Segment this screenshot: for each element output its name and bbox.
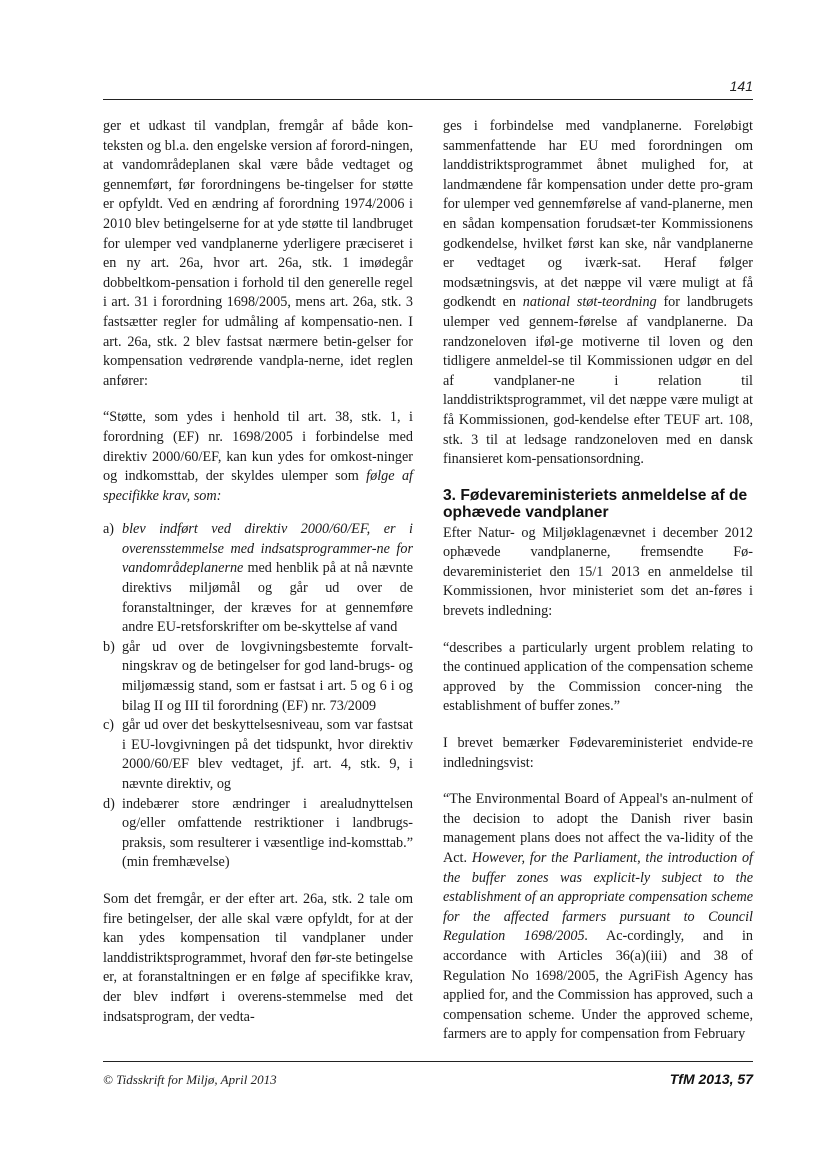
quote-intro-emphasis: følge af specifikke krav, som: — [103, 468, 413, 504]
footer-citation: TfM 2013, 57 — [669, 1071, 753, 1087]
quote-intro — [103, 408, 413, 506]
list-item — [103, 795, 413, 873]
left-paragraph-1: ger et udkast til vandplan, fremgår af både kon-teksten og bl.a. den engelske version af forord-ningen, at vandområdeplanen skal være både vedtaget og gennemført, før forordningens be-tingelser for støtte er opfyldt. Ved en ændring af forordning 1974/2006 i 2010 blev betingelserne for at yde støtte til landbruget for ulemper ved vandplanerne yderligere præciseret i en ny art. 26a, hvor art. 26a, stk. 1 imødegår dobbeltkom-pensation i forhold til den generelle regel i art. 31 i forordning 1698/2005, mens art. 26a, stk. 3 fastsætter regler for udmåling af kompensatio-nen. I art. 26a, stk. 2 blev fastsat nærmere betin-gelser for kompensation vedrørende vandpla-nerne, idet reglen anfører: — [103, 118, 413, 389]
list-item-text: med henblik på at nå nævnte direktivs miljømål og går ud over de foranstaltninger, der kræves for at gennemføre andre EU-retsforskrifter om be-skyttelse af vand — [122, 560, 413, 636]
right-paragraph-3: I brevet bemærker Fødevareministeriet endvide-re indledningsvist: — [443, 735, 753, 771]
list-marker: b) — [103, 638, 115, 655]
list-item-text: indebærer store ændringer i arealudnyttelsen og/eller omfattende restriktioner i landbrugs-praksis, som resulterer i væsentlige ind-komsttab.” (min fremhævelse) — [122, 795, 413, 871]
quote-intro-text: “Støtte, som ydes i henhold til art. 38, stk. 1, i forordning (EF) nr. 1698/2005 i forbindelse med direktiv 2000/60/EF, kan kun ydes for omkost-ninger og indkomsttab, der skyldes ulemper som — [103, 409, 413, 485]
right-paragraph-1-emphasis: national støt-teordning — [522, 294, 657, 311]
quote-2 — [443, 790, 753, 1045]
list-item-text: går ud over de lovgivningsbestemte forvalt-ningskrav og de betingelser for god land-brugs- og miljømæssig stand, som er fastsat i art. 5 og 6 i og bilag II og III til forordning (EF) nr. 73/2009 — [122, 638, 413, 714]
list-item — [103, 716, 413, 794]
list-marker: d) — [103, 795, 115, 812]
quote-1: “describes a particularly urgent problem relating to the continued application of the compensation scheme approved by the Commission concer-ning the establishment of buffer zones.” — [443, 639, 753, 715]
list-item — [103, 520, 413, 638]
page-number: 141 — [729, 78, 753, 94]
list-item-text: går ud over det beskyttelsesniveau, som var fastsat i EU-lovgivningen på det tidspunkt, hvor direktiv 2000/60/EF blev vedtaget, jf. art. 4, stk. 9, i nævnte direktiv, og — [122, 717, 413, 792]
footer-journal: © Tidsskrift for Miljø, April 2013 — [103, 1072, 277, 1087]
right-column — [443, 117, 753, 1062]
quote-2-text-a: “The Environmental Board of Appeal's an-nulment of the decision to adopt the Danish river basin management plans does not affect the va-lidity of the Act. — [443, 791, 753, 866]
left-column — [103, 117, 413, 1044]
list-marker: a) — [103, 521, 115, 538]
right-paragraph-1-text-a: ges i forbindelse med vandplanerne. Foreløbigt sammenfattende har EU med forordningen om landdistriktsprogrammet åbnet mulighed for, at landmændene får kompensation under dette pro-gram for ulemper ved gennemførelse af vand-planerne, men en sådan kompensation forudsæt-ter Kommissionens godkendelse, hvilket først kan ske, når vandplanerne er vedtaget og iværk-sat. Heraf følger modsætningsvis, at det næppe vil være muligt at få godkendt en — [443, 118, 753, 311]
requirements-list — [103, 520, 413, 873]
left-paragraph-2: Som det fremgår, er der efter art. 26a, stk. 2 tale om fire betingelser, der alle skal være opfyldt, for at der kan ydes kompensation til vandplaner under landdistriktsprogrammet, hvoraf den før-ste betingelse er, at foranstaltningen er en følge af specifikke krav, der blev indført i overens-stemmelse med det indsatsprogram, der vedta- — [103, 890, 413, 1025]
section-heading: 3. Fødevareministeriets anmeldelse af de ophævede vandplaner — [443, 486, 748, 521]
quote-2-emphasis: However, for the Parliament, the introduction of the buffer zones was explicit-ly subject to the establishment of an appropriate compensation scheme for the affected farmers pursuant to Council Regulation 1698/2005. — [443, 850, 753, 945]
header-rule — [103, 99, 753, 100]
list-item — [103, 638, 413, 716]
right-paragraph-2: Efter Natur- og Miljøklagenævnet i december 2012 ophævede vandplanerne, fremsendte Fø-devareministeriet den 15/1 2013 en anmeldelse til Kommissionen, hvor ministeriet som det an-føres i brevets indledning: — [443, 524, 753, 620]
footer-rule — [103, 1061, 753, 1062]
right-paragraph-1-text-b: for landbrugets ulemper ved gennem-førelse af vandplanerne. Da randzoneloven iføl-ge motiverne til loven og den tidligere anmeldel-se til Kommissionen udgør en del af vandplaner-ne i relation til landdistriktsprogrammet, vil det næppe være muligt at få Kommissionen, god-kendelse efter TEUF art. 108, stk. 3 til at ledsage randzoneloven med en dansk finansieret kom-pensationsordning. — [443, 294, 753, 468]
list-item-emphasis: blev indført ved direktiv 2000/60/EF, er i overensstemmelse med indsatsprogrammer-ne for vandområdeplanerne — [122, 521, 413, 577]
list-marker: c) — [103, 717, 115, 734]
right-paragraph-1 — [443, 117, 753, 470]
quote-2-text-b: Ac-cordingly, and in accordance with Articles 36(a)(iii) and 38 of Regulation No 1698/2005, the AgriFish Agency has applied for, and the Commission has approved, such a compensation scheme. Under the approved scheme, farmers are to apply for compensation from February — [443, 928, 753, 1043]
